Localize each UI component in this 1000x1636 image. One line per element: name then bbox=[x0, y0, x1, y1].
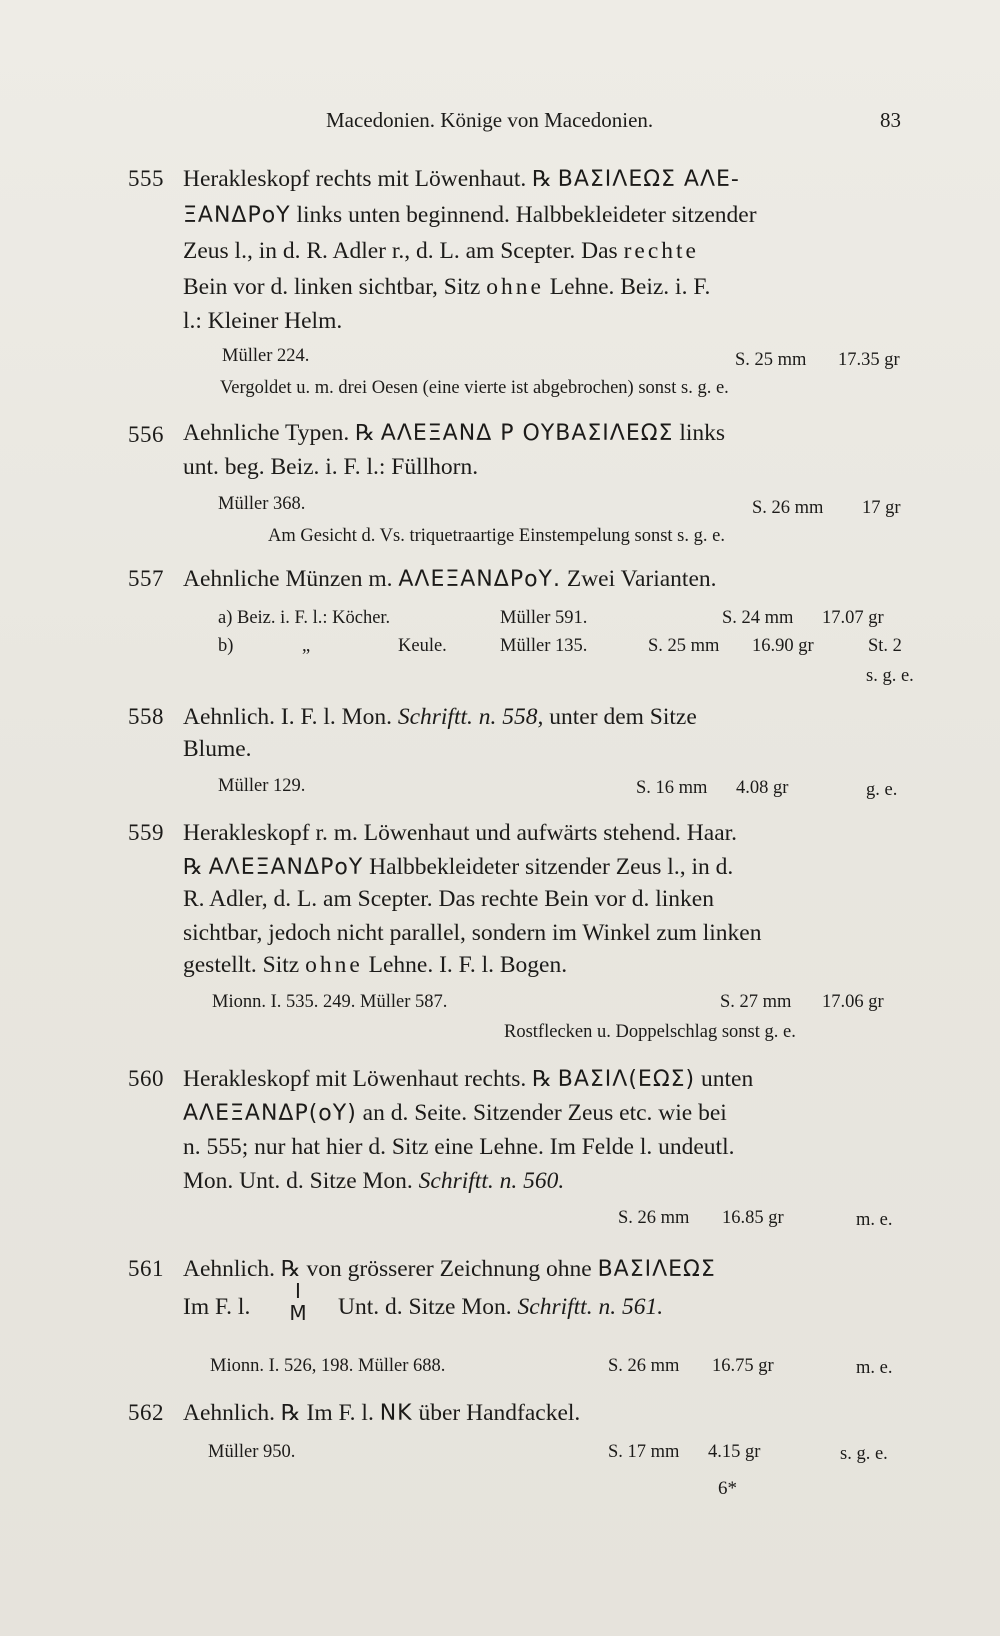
entry-number: 558 bbox=[128, 704, 164, 729]
entry-line bbox=[183, 1292, 250, 1322]
coin-weight: 17.35 gr bbox=[838, 350, 900, 370]
italic-text: Schriftt. n. 560. bbox=[418, 1168, 565, 1194]
coin-weight: 4.08 gr bbox=[736, 778, 789, 798]
entry-text: Lehne. Beiz. i. F. bbox=[549, 274, 711, 300]
coin-weight: 17 gr bbox=[862, 498, 901, 518]
entry-line bbox=[183, 1064, 753, 1095]
entry-line bbox=[183, 734, 252, 764]
coin-weight: 4.15 gr bbox=[708, 1442, 761, 1462]
entry-text: l.: Kleiner Helm. bbox=[183, 308, 343, 334]
reference: Müller 135. bbox=[500, 636, 588, 656]
entry-number: 561 bbox=[128, 1256, 164, 1281]
condition-note: Vergoldet u. m. drei Oesen (eine vierte ist abgebrochen) sonst s. g. e. bbox=[220, 378, 729, 398]
entry-text: Lehne. I. F. l. Bogen. bbox=[368, 952, 568, 978]
entry-text: Unt. d. Sitze Mon. bbox=[338, 1294, 512, 1320]
grade: s. g. e. bbox=[840, 1444, 888, 1464]
entry-line bbox=[183, 164, 740, 195]
entry-text: n. 555; nur hat hier d. Sitz eine Lehne. Im Felde l. undeutl. bbox=[183, 1134, 735, 1160]
coin-weight: 16.85 gr bbox=[722, 1208, 784, 1228]
reverse-symbol: ℞ bbox=[355, 421, 375, 446]
coin-weight: 16.75 gr bbox=[712, 1356, 774, 1376]
entry-line bbox=[183, 1398, 580, 1429]
entry-text: Im F. l. bbox=[306, 1400, 374, 1426]
coin-weight: 17.06 gr bbox=[822, 992, 884, 1012]
reverse-symbol: ℞ bbox=[280, 1257, 301, 1282]
spaced-text: ohne bbox=[486, 274, 544, 300]
entry-text: Halbbekleideter sitzender Zeus l., in d. bbox=[369, 854, 734, 880]
coin-size: S. 26 mm bbox=[752, 498, 824, 518]
entry-text: links bbox=[679, 420, 726, 446]
entry-text: Aehnliche Münzen m. bbox=[183, 566, 393, 592]
running-title: Macedonien. Könige von Macedonien. bbox=[326, 108, 654, 132]
coin-size: S. 17 mm bbox=[608, 1442, 680, 1462]
reference: Mionn. I. 526, 198. Müller 688. bbox=[210, 1356, 446, 1376]
reverse-symbol: ℞ bbox=[532, 167, 552, 192]
spaced-text: rechte bbox=[623, 238, 699, 264]
entry-text: unten bbox=[700, 1066, 754, 1092]
entry-line bbox=[183, 272, 710, 302]
coin-size: S. 27 mm bbox=[720, 992, 792, 1012]
signature-mark: 6* bbox=[718, 1478, 737, 1499]
entry-line bbox=[183, 702, 697, 732]
entry-line bbox=[183, 418, 725, 449]
coin-size: S. 26 mm bbox=[618, 1208, 690, 1228]
entry-number: 556 bbox=[128, 422, 164, 447]
reference: Mionn. I. 535. 249. Müller 587. bbox=[212, 992, 448, 1012]
greek-legend: ΒΑΣΙΛ(ΕΩΣ) bbox=[557, 1067, 696, 1092]
reference: Müller 224. bbox=[222, 346, 310, 366]
entry-number: 559 bbox=[128, 820, 164, 845]
entry-line bbox=[183, 852, 733, 883]
grade: g. e. bbox=[866, 780, 898, 800]
entry-text: sichtbar, jedoch nicht parallel, sondern im Winkel zum linken bbox=[183, 920, 762, 946]
entry-text: Aehnliche Typen. bbox=[183, 420, 350, 446]
entry-text: Aehnlich. I. F. l. Mon. bbox=[183, 704, 392, 730]
condition-note: Rostflecken u. Doppelschlag sonst g. e. bbox=[504, 1022, 796, 1042]
greek-legend: ΑΛΕΞΑΝΔΡοΥ bbox=[208, 855, 364, 880]
page-header bbox=[0, 108, 1000, 138]
reference: Müller 591. bbox=[500, 608, 588, 628]
ditto-mark: „ bbox=[302, 636, 311, 656]
reference: Müller 950. bbox=[208, 1442, 296, 1462]
entry-text: Bein vor d. linken sichtbar, Sitz bbox=[183, 274, 481, 300]
entry-line bbox=[183, 1098, 727, 1129]
entry-text: über Handfackel. bbox=[418, 1400, 581, 1426]
entry-text: Mon. Unt. d. Sitze Mon. bbox=[183, 1168, 413, 1194]
variant-object: Keule. bbox=[398, 636, 447, 656]
entry-text: Im F. l. bbox=[183, 1294, 251, 1320]
entry-number: 560 bbox=[128, 1066, 164, 1091]
coin-size: S. 26 mm bbox=[608, 1356, 680, 1376]
entry-line bbox=[183, 306, 342, 336]
reference: Müller 129. bbox=[218, 776, 306, 796]
entry-text: Aehnlich. bbox=[183, 1256, 276, 1282]
coin-size: S. 25 mm bbox=[735, 350, 807, 370]
grade: m. e. bbox=[856, 1210, 893, 1230]
italic-text: Schriftt. n. 558, bbox=[397, 704, 544, 730]
entry-line bbox=[338, 1292, 663, 1322]
entry-text: Aehnlich. bbox=[183, 1400, 276, 1426]
entry-text: Herakleskopf rechts mit Löwenhaut. bbox=[183, 166, 527, 192]
entry-line bbox=[183, 1254, 716, 1285]
entry-number: 557 bbox=[128, 566, 164, 591]
greek-legend: ΞΑΝΔΡοΥ bbox=[183, 203, 291, 228]
entry-text: Blume. bbox=[183, 736, 252, 762]
entry-text: Zeus l., in d. R. Adler r., d. L. am Scepter. Das bbox=[183, 238, 618, 264]
coin-size: S. 25 mm bbox=[648, 636, 720, 656]
monogram-top: I bbox=[295, 1279, 301, 1303]
entry-line bbox=[183, 918, 762, 948]
entry-number: 562 bbox=[128, 1400, 164, 1425]
greek-legend: ΑΛΕΞΑΝΔΡοΥ. bbox=[398, 567, 561, 592]
reverse-symbol: ℞ bbox=[280, 1401, 301, 1426]
grade: s. g. e. bbox=[866, 666, 914, 686]
monogram-nk: ΝΚ bbox=[379, 1401, 413, 1426]
entry-line bbox=[183, 1166, 564, 1196]
stamp-count: St. 2 bbox=[868, 636, 902, 656]
greek-legend: ΑΛΕΞΑΝΔΡ(οΥ) bbox=[183, 1101, 357, 1126]
entry-text: Herakleskopf r. m. Löwenhaut und aufwärts stehend. Haar. bbox=[183, 820, 738, 846]
entry-line bbox=[183, 564, 717, 595]
entry-text: unt. beg. Beiz. i. F. l.: Füllhorn. bbox=[183, 454, 479, 480]
grade: m. e. bbox=[856, 1358, 893, 1378]
monogram-bottom: M bbox=[289, 1301, 307, 1325]
entry-line bbox=[183, 452, 478, 482]
variant-b: b) bbox=[218, 636, 234, 656]
monogram bbox=[288, 1280, 308, 1324]
entry-text: links unten beginnend. Halbbekleideter sitzender bbox=[296, 202, 757, 228]
entry-text: R. Adler, d. L. am Scepter. Das rechte Bein vor d. linken bbox=[183, 886, 714, 912]
greek-legend: ΑΛΕΞΑΝΔ Ρ ΟΥΒΑΣΙΛΕΩΣ bbox=[380, 421, 674, 446]
entry-text: von grösserer Zeichnung ohne bbox=[306, 1256, 592, 1282]
entry-line bbox=[183, 200, 757, 231]
entry-text: Herakleskopf mit Löwenhaut rechts. bbox=[183, 1066, 527, 1092]
greek-legend: ΒΑΣΙΛΕΩΣ ΑΛΕ- bbox=[557, 167, 740, 192]
coin-weight: 16.90 gr bbox=[752, 636, 814, 656]
coin-weight: 17.07 gr bbox=[822, 608, 884, 628]
entry-text: unter dem Sitze bbox=[549, 704, 697, 730]
entry-text: Zwei Varianten. bbox=[566, 566, 717, 592]
spaced-text: ohne bbox=[305, 952, 363, 978]
entry-line bbox=[183, 236, 699, 266]
italic-text: Schriftt. n. 561. bbox=[517, 1294, 664, 1320]
page-number: 83 bbox=[880, 108, 901, 132]
reference: Müller 368. bbox=[218, 494, 306, 514]
entry-number: 555 bbox=[128, 166, 164, 191]
entry-line bbox=[183, 950, 567, 980]
variant-a: a) Beiz. i. F. l.: Köcher. bbox=[218, 608, 391, 628]
entry-text: gestellt. Sitz bbox=[183, 952, 300, 978]
coin-size: S. 24 mm bbox=[722, 608, 794, 628]
entry-line bbox=[183, 818, 737, 848]
condition-note: Am Gesicht d. Vs. triquetraartige Einstempelung sonst s. g. e. bbox=[268, 526, 725, 546]
reverse-symbol: ℞ bbox=[183, 855, 203, 880]
entry-text: an d. Seite. Sitzender Zeus etc. wie bei bbox=[362, 1100, 727, 1126]
reverse-symbol: ℞ bbox=[532, 1067, 552, 1092]
entry-line bbox=[183, 884, 714, 914]
greek-legend: ΒΑΣΙΛΕΩΣ bbox=[597, 1257, 716, 1282]
entry-line bbox=[183, 1132, 734, 1162]
coin-size: S. 16 mm bbox=[636, 778, 708, 798]
